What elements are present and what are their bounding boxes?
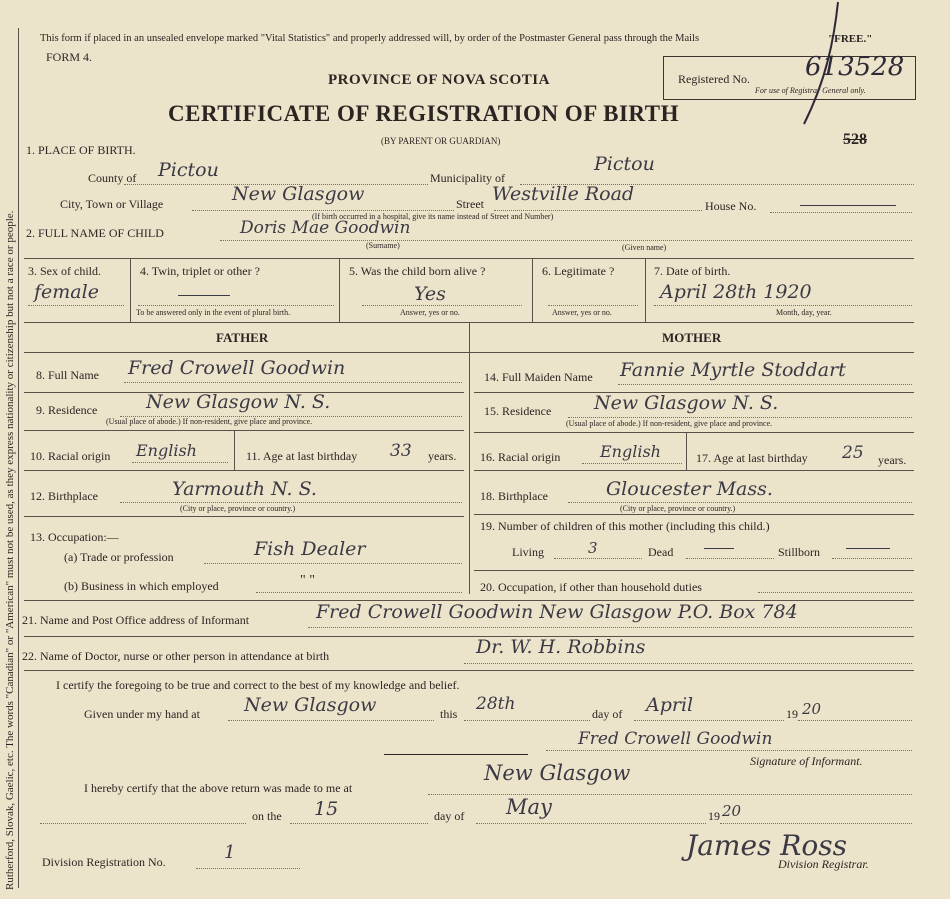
doctor-label: 22. Name of Doctor, nurse or other person in attendance at birth	[22, 649, 330, 663]
street-value: Westville Road	[492, 183, 635, 205]
father-years: years.	[428, 449, 457, 463]
registrar-signature: James Ross	[686, 829, 847, 862]
certify-statement: I certify the foregoing to be true and correct to the best of my knowledge and belief.	[56, 678, 460, 692]
return-place-value: New Glasgow	[484, 761, 631, 785]
day-of-label: day of	[592, 707, 623, 721]
business-label: (b) Business in which employed	[64, 579, 219, 593]
given-month-value: April	[646, 694, 694, 716]
return-day-of-label: day of	[434, 809, 465, 823]
sex-value: female	[34, 281, 99, 303]
return-year-prefix: 19	[708, 809, 720, 823]
return-day-value: 15	[314, 798, 339, 820]
twin-label: 4. Twin, triplet or other ?	[140, 264, 260, 278]
given-label: Given under my hand at	[84, 707, 200, 721]
given-day-value: 28th	[476, 694, 516, 714]
city-label: City, Town or Village	[60, 197, 164, 211]
child-name-value: Doris Mae Goodwin	[240, 218, 411, 238]
father-occupation-label: 13. Occupation:—	[30, 530, 119, 544]
county-label: County of	[88, 171, 137, 185]
informant-signature-label: Signature of Informant.	[750, 754, 863, 768]
birth-date-label: 7. Date of birth.	[654, 264, 731, 278]
trade-value: Fish Dealer	[254, 538, 366, 560]
street-label: Street	[456, 197, 484, 211]
mother-years: years.	[878, 453, 907, 467]
pen-stroke	[790, 0, 850, 130]
registered-label: Registered No.	[678, 72, 750, 86]
father-racial-value: English	[136, 441, 197, 460]
municipality-label: Municipality of	[430, 171, 505, 185]
hospital-note: (If birth occurred in a hospital, give its name instead of Street and Number)	[312, 212, 554, 221]
trade-label: (a) Trade or profession	[64, 550, 174, 564]
legitimate-note: Answer, yes or no.	[552, 308, 612, 317]
return-label: I hereby certify that the above return was made to me at	[84, 781, 353, 795]
doctor-value: Dr. W. H. Robbins	[476, 636, 646, 658]
mother-name-value: Fannie Myrtle Stoddart	[620, 359, 846, 381]
father-age-label: 11. Age at last birthday	[246, 449, 358, 463]
on-the-label: on the	[252, 809, 282, 823]
father-name-value: Fred Crowell Goodwin	[128, 357, 346, 379]
mother-birthplace-note: (City or place, province or country.)	[620, 504, 736, 513]
surname-note: (Surname)	[366, 241, 400, 250]
father-heading: FATHER	[216, 330, 269, 345]
alive-value: Yes	[414, 283, 446, 305]
father-racial-label: 10. Racial origin	[30, 449, 111, 463]
given-name-note: (Given name)	[622, 243, 667, 252]
alive-note: Answer, yes or no.	[400, 308, 460, 317]
birth-date-note: Month, day, year.	[776, 308, 832, 317]
mother-name-label: 14. Full Maiden Name	[484, 370, 593, 384]
margin-rule	[18, 28, 19, 888]
stillborn-label: Stillborn	[778, 545, 821, 559]
mother-occupation-label: 20. Occupation, if other than household duties	[480, 580, 702, 594]
registered-number: 613528	[805, 52, 905, 82]
house-label: House No.	[705, 199, 757, 213]
given-year-value: 20	[802, 700, 822, 718]
child-name-label: 2. FULL NAME OF CHILD	[26, 226, 164, 240]
mother-residence-value: New Glasgow N. S.	[594, 392, 779, 414]
dead-label: Dead	[648, 545, 674, 559]
sex-label: 3. Sex of child.	[28, 264, 101, 278]
side-margin-note: Rutherford, Slovak, Gaelic, etc. The words "Canadian" or "American" must not be used, as they express nationality or citizenship but not a race or people.	[4, 210, 16, 890]
original-number: 528	[843, 131, 867, 148]
twin-note: To be answered only in the event of plural birth.	[136, 308, 291, 317]
province-heading: PROVINCE OF NOVA SCOTIA	[328, 72, 550, 88]
mother-racial-label: 16. Racial origin	[480, 450, 561, 464]
return-year-value: 20	[722, 802, 742, 820]
county-value: Pictou	[158, 159, 219, 181]
registered-note: For use of Registrar General only.	[755, 86, 866, 95]
informant-value: Fred Crowell Goodwin New Glasgow P.O. Box 784	[316, 601, 798, 623]
mother-birthplace-value: Gloucester Mass.	[606, 478, 773, 500]
alive-label: 5. Was the child born alive ?	[349, 264, 486, 278]
living-label: Living	[512, 545, 544, 559]
city-value: New Glasgow	[232, 183, 365, 205]
mail-notice-free: "FREE."	[828, 33, 873, 45]
mail-notice: This form if placed in an unsealed envelope marked "Vital Statistics" and properly addressed will, by order of the Postmaster General pass through the Mails	[40, 33, 700, 44]
father-residence-note: (Usual place of abode.) If non-resident, give place and province.	[106, 417, 313, 426]
place-heading: 1. PLACE OF BIRTH.	[26, 143, 136, 157]
father-birthplace-note: (City or place, province or country.)	[180, 504, 296, 513]
mother-racial-value: English	[600, 442, 661, 461]
certificate-title: CERTIFICATE OF REGISTRATION OF BIRTH	[168, 101, 679, 126]
municipality-value: Pictou	[594, 153, 655, 175]
legitimate-label: 6. Legitimate ?	[542, 264, 615, 278]
father-residence-label: 9. Residence	[36, 403, 98, 417]
father-age-value: 33	[390, 441, 412, 461]
mother-age-value: 25	[842, 443, 864, 463]
father-name-label: 8. Full Name	[36, 368, 99, 382]
informant-label: 21. Name and Post Office address of Informant	[22, 613, 250, 627]
father-birthplace-label: 12. Birthplace	[30, 489, 98, 503]
business-value: " "	[300, 573, 315, 588]
mother-birthplace-label: 18. Birthplace	[480, 489, 548, 503]
certificate-subtitle: (BY PARENT OR GUARDIAN)	[381, 136, 501, 146]
given-place-value: New Glasgow	[244, 694, 377, 716]
living-value: 3	[588, 539, 598, 557]
father-birthplace-value: Yarmouth N. S.	[172, 478, 317, 500]
birth-date-value: April 28th 1920	[660, 281, 812, 303]
division-number-label: Division Registration No.	[42, 855, 166, 869]
given-year-prefix: 19	[786, 707, 798, 721]
father-residence-value: New Glasgow N. S.	[146, 391, 331, 413]
this-label: this	[440, 707, 458, 721]
children-count-label: 19. Number of children of this mother (including this child.)	[480, 519, 770, 533]
division-number-value: 1	[224, 842, 236, 863]
mother-age-label: 17. Age at last birthday	[696, 451, 808, 465]
mother-residence-note: (Usual place of abode.) If non-resident, give place and province.	[566, 419, 773, 428]
form-number: FORM 4.	[46, 50, 93, 64]
mother-heading: MOTHER	[662, 330, 722, 345]
return-month-value: May	[506, 795, 552, 819]
mother-residence-label: 15. Residence	[484, 404, 552, 418]
informant-signature: Fred Crowell Goodwin	[578, 729, 773, 749]
registrar-label: Division Registrar.	[778, 857, 869, 871]
